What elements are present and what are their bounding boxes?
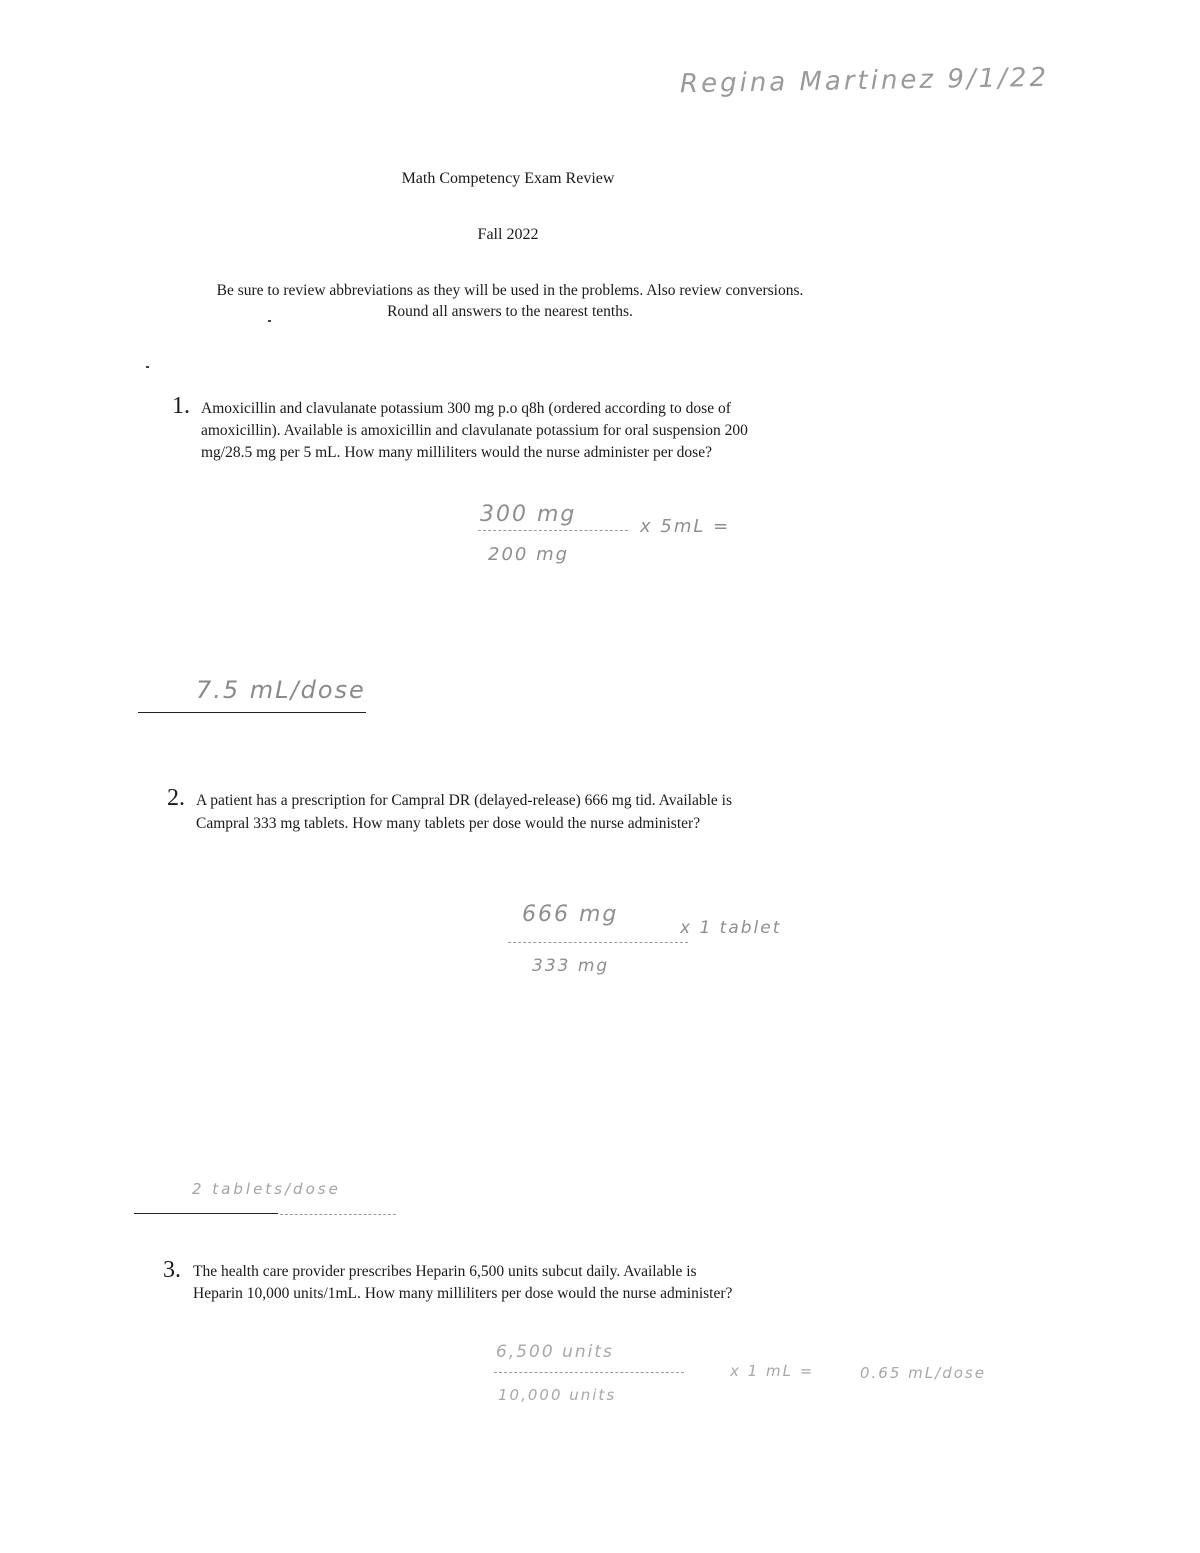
- question-3-line-1: The health care provider prescribes Heparin 6,500 units subcut daily. Available is: [193, 1263, 697, 1280]
- question-2-answer: 2 tablets/dose: [192, 1180, 341, 1198]
- question-2-work-multiplier: x 1 tablet: [680, 918, 782, 938]
- question-1-number: 1.: [172, 393, 190, 419]
- instructions-line-2: Round all answers to the nearest tenths.: [387, 303, 633, 320]
- question-1-work-numerator: 300 mg: [480, 502, 577, 527]
- question-2-line-2: Campral 333 mg tablets. How many tablets per dose would the nurse administer?: [196, 815, 701, 832]
- instructions-line-1: Be sure to review abbreviations as they will be used in the problems. Also review conversions.: [216, 282, 804, 299]
- question-1-work-denominator: 200 mg: [488, 544, 570, 565]
- document-term: Fall 2022: [477, 226, 539, 243]
- question-3-work-result: 0.65 mL/dose: [860, 1364, 986, 1382]
- question-2-work-numerator: 666 mg: [522, 902, 619, 927]
- question-3-work-numerator: 6,500 units: [496, 1342, 614, 1362]
- question-1-answer: 7.5 mL/dose: [196, 676, 366, 704]
- question-1-answer-line: [138, 712, 366, 713]
- question-2-work-denominator: 333 mg: [532, 956, 610, 976]
- question-2-fraction-bar: [508, 942, 688, 943]
- question-1-line-2: amoxicillin). Available is amoxicillin and clavulanate potassium for oral suspension 200: [201, 422, 748, 439]
- question-2-number: 2.: [167, 785, 185, 811]
- handwritten-name-date: Regina Martinez 9/1/22: [679, 62, 1050, 100]
- question-1-line-1: Amoxicillin and clavulanate potassium 300 mg p.o q8h (ordered according to dose of: [201, 400, 731, 417]
- question-3-line-2: Heparin 10,000 units/1mL. How many milliliters per dose would the nurse administer?: [193, 1285, 733, 1302]
- question-3-fraction-bar: [494, 1372, 684, 1373]
- question-3-work-denominator: 10,000 units: [498, 1386, 617, 1404]
- question-1-fraction-bar: [478, 530, 628, 531]
- document-title: Math Competency Exam Review: [401, 170, 615, 187]
- question-2-answer-line: [134, 1213, 278, 1214]
- stray-mark: [268, 320, 271, 322]
- question-1-line-3: mg/28.5 mg per 5 mL. How many milliliters would the nurse administer per dose?: [201, 444, 712, 461]
- question-2-line-1: A patient has a prescription for Campral DR (delayed-release) 666 mg tid. Available is: [196, 792, 733, 809]
- stray-mark: [146, 366, 149, 368]
- question-1-work-multiplier: x 5mL =: [640, 516, 731, 537]
- question-3-number: 3.: [163, 1257, 181, 1283]
- question-2-answer-line-dotted: [280, 1214, 396, 1215]
- question-3-work-multiplier: x 1 mL =: [730, 1362, 815, 1380]
